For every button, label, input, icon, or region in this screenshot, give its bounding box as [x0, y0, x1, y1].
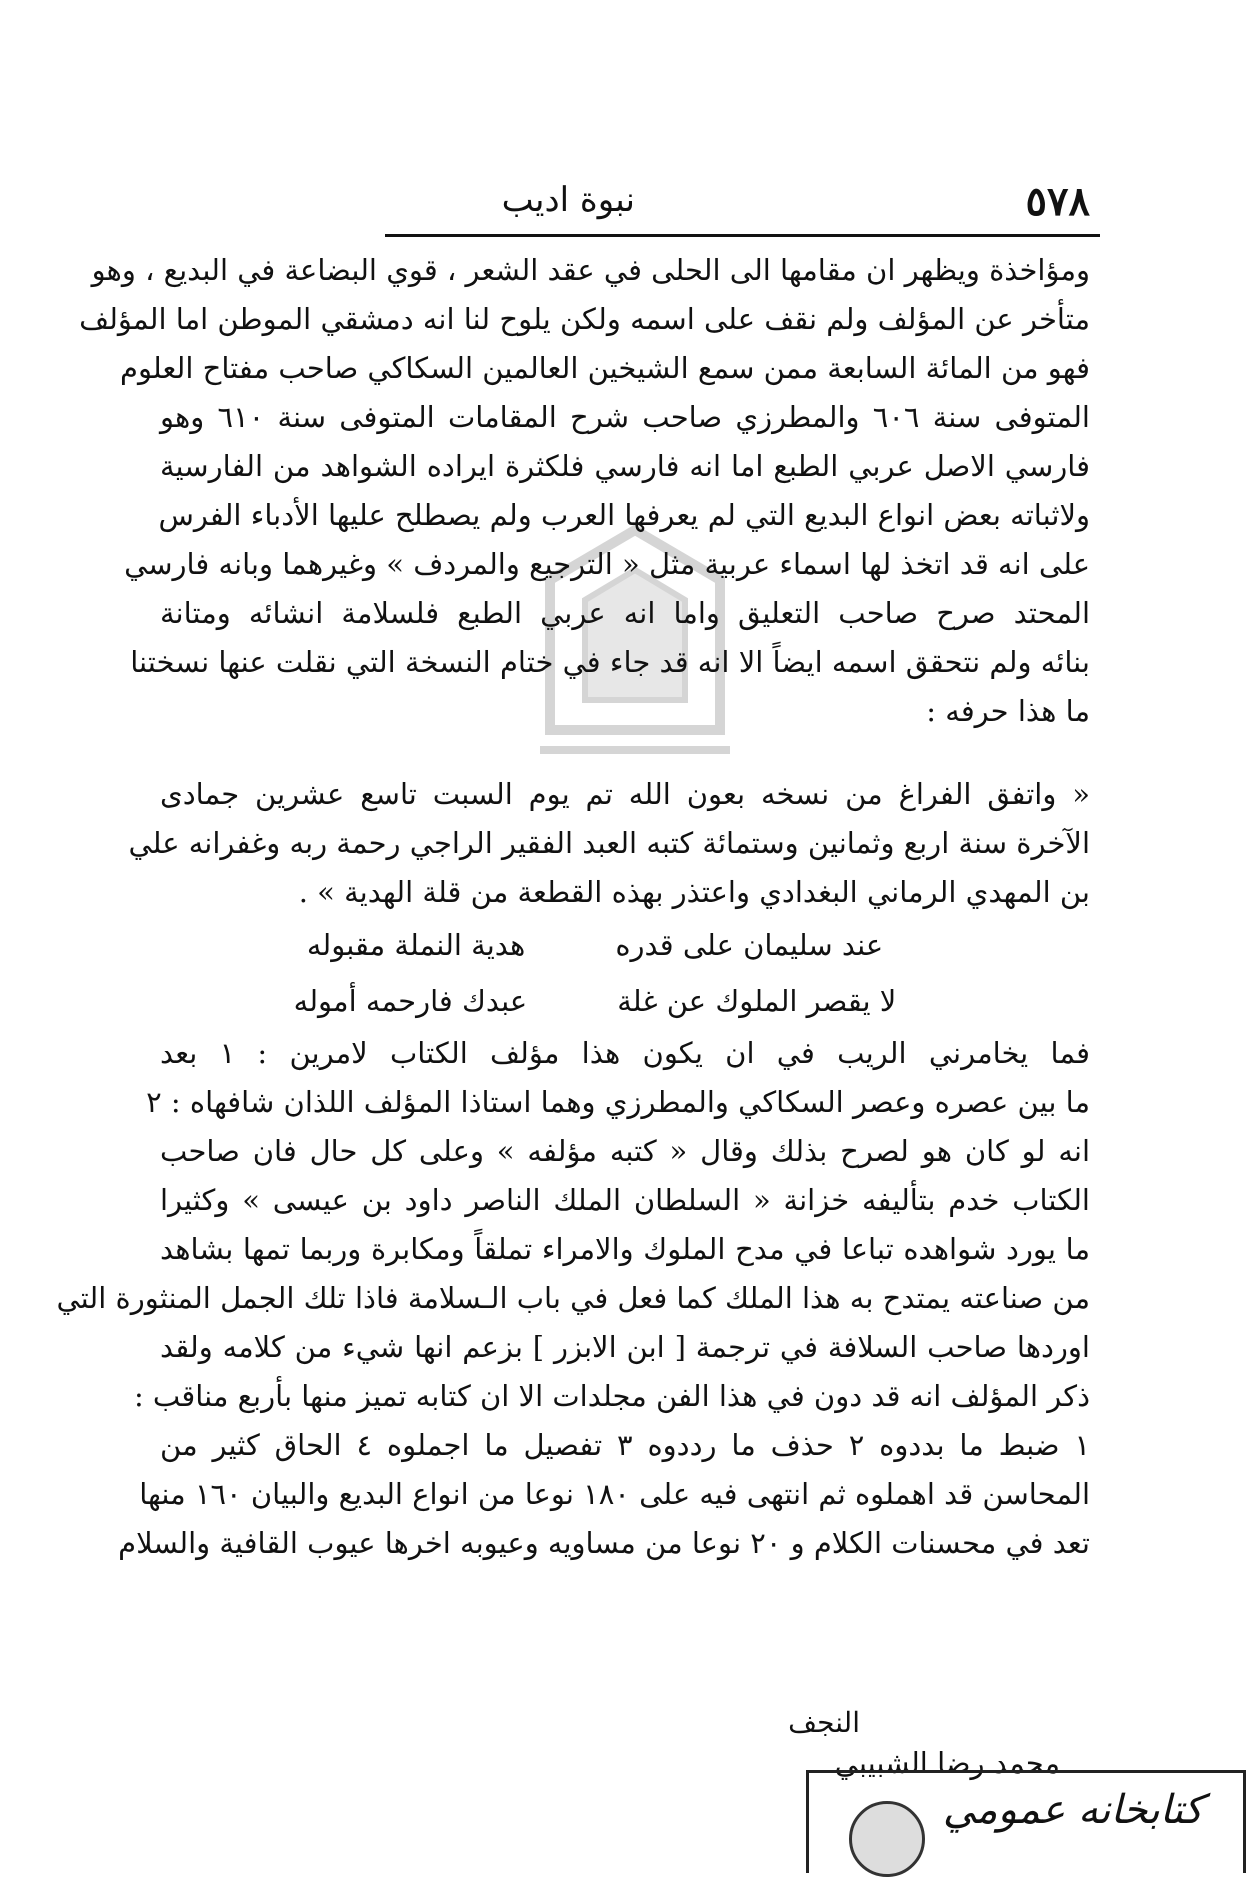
text-line: ١ ضبط ما بددوه ٢ حذف ما رددوه ٣ تفصيل ما اجملوه ٤ الحاق كثير من [160, 1428, 1091, 1462]
header-rule [385, 234, 1100, 237]
stamp-text: كتابخانه عمومي [942, 1787, 1203, 1833]
page-number: ٥٧٨ [1025, 178, 1090, 225]
text-line: ومؤاخذة ويظهر ان مقامها الى الحلى في عقد الشعر ، قوي البضاعة في البديع ، وهو [91, 253, 1090, 287]
verse-line [160, 917, 1030, 973]
verse-hemistich: عند سليمان على قدره [615, 928, 884, 962]
text-line: فما يخامرني الريب في ان يكون هذا مؤلف الكتاب لامرين : ١ بعد [160, 1036, 1090, 1070]
text-line: تعد في محسنات الكلام و ٢٠ نوعا من مساويه وعيوبه اخرها عيوب القافية والسلام [118, 1526, 1090, 1560]
signature-place: النجف [788, 1706, 860, 1739]
seal-icon [849, 1801, 925, 1877]
text-line: المتوفى سنة ٦٠٦ والمطرزي صاحب شرح المقامات المتوفى سنة ٦١٠ وهو [160, 400, 1090, 434]
verse-hemistich: هدية النملة مقبوله [306, 928, 526, 962]
text-line: ما بين عصره وعصر السكاكي والمطرزي وهما استاذا المؤلف اللذان شافهاه : ٢ [146, 1085, 1090, 1119]
text-line: ذكر المؤلف انه قد دون في هذا الفن مجلدات الا ان كتابه تميز منها بأربع مناقب : [133, 1379, 1090, 1413]
text-line: « واتفق الفراغ من نسخه بعون الله تم يوم السبت تاسع عشرين جمادى [160, 777, 1090, 811]
text-line: المحاسن قد اهملوه ثم انتهى فيه على ١٨٠ نوعا من انواع البديع والبيان ١٦٠ منها [139, 1477, 1090, 1511]
text-line: فهو من المائة السابعة ممن سمع الشيخين العالمين السكاكي صاحب مفتاح العلوم [119, 351, 1090, 385]
running-title: نبوة اديب [501, 180, 635, 220]
verse-block [160, 917, 1090, 1029]
article-body [56, 246, 1091, 1568]
library-stamp [806, 1770, 1246, 1873]
text-line: من صناعته يمتدح به هذا الملك كما فعل في باب الـسلامة فاذا تلك الجمل المنثورة التي [56, 1281, 1090, 1315]
verse-hemistich: عبدك فارحمه أموله [293, 984, 528, 1018]
author-signature: محمد رضا الشبيبي [834, 1746, 1060, 1780]
verse-hemistich: لا يقصر الملوك عن غلة [617, 984, 897, 1018]
text-line: فارسي الاصل عربي الطبع اما انه فارسي فلكثرة ايراده الشواهد من الفارسية [160, 449, 1090, 483]
text-line: بن المهدي الرماني البغدادي واعتذر بهذه القطعة من قلة الهدية » . [298, 875, 1090, 909]
text-line: على انه قد اتخذ لها اسماء عربية مثل « الترجيع والمردف » وغيرهما وبانه فارسي [124, 547, 1090, 581]
text-line: بنائه ولم نتحقق اسمه ايضاً الا انه قد جاء في ختام النسخة التي نقلت عنها نسختنا [130, 645, 1090, 679]
text-line: اوردها صاحب السلافة في ترجمة [ ابن الابزر ] بزعم انها شيء من كلامه ولقد [160, 1330, 1090, 1364]
text-line: انه لو كان هو لصرح بذلك وقال « كتبه مؤلفه » وعلى كل حال فان صاحب [160, 1134, 1090, 1168]
text-line: ما هذا حرفه : [926, 694, 1090, 728]
paragraph-2-colophon-quote [128, 770, 1090, 917]
text-line: الكتاب خدم بتأليفه خزانة « السلطان الملك الناصر داود بن عيسى » وكثيرا [160, 1183, 1090, 1217]
paragraph-1 [79, 246, 1090, 736]
verse-line [160, 973, 1030, 1029]
text-line: متأخر عن المؤلف ولم نقف على اسمه ولكن يلوح لنا انه دمشقي الموطن اما المؤلف [79, 302, 1090, 336]
text-line: ولاثباته بعض انواع البديع التي لم يعرفها العرب ولم يصطلح عليها الأدباء الفرس [158, 498, 1090, 532]
text-line: ما يورد شواهده تباعا في مدح الملوك والامراء تملقاً ومكابرة وربما تمها بشاهد [160, 1232, 1090, 1266]
paragraph-3 [56, 1029, 1091, 1568]
text-line: الآخرة سنة اربع وثمانين وستمائة كتبه العبد الفقير الراجي رحمة ربه وغفرانه علي [128, 826, 1090, 860]
page-header [150, 178, 1100, 234]
text-line: المحتد صرح صاحب التعليق واما انه عربي الطبع فلسلامة انشائه ومتانة [160, 596, 1090, 630]
